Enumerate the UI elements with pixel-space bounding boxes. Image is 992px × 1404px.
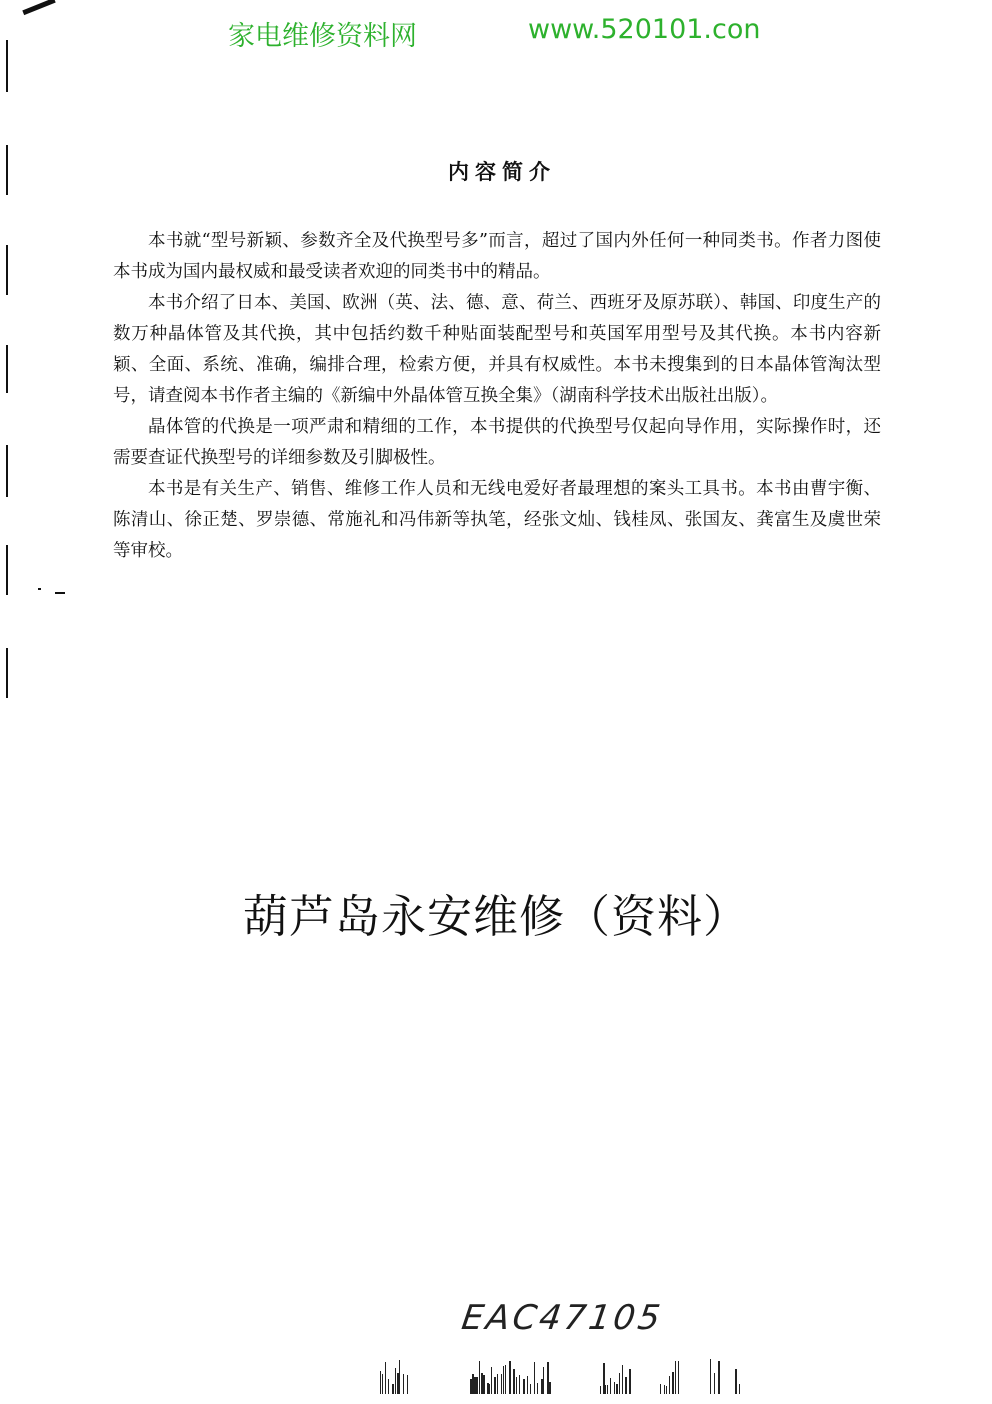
barcode-bar (395, 1368, 396, 1394)
barcode-bar (664, 1385, 665, 1394)
stamp-title: 葫芦岛永安维修（资料） (242, 890, 749, 943)
barcode-bar (739, 1384, 740, 1394)
barcode-bar (629, 1369, 631, 1394)
intro-paragraph-1: 本书就“型号新颖、参数齐全及代换型号多”而言，超过了国内外任何一种同类书。作者力图使本书成为国内最权威和最受读者欢迎的同类书中的精品。 (113, 231, 881, 282)
scan-artifact-dot (38, 588, 41, 590)
scan-artifact-left-edge-3 (6, 245, 8, 295)
barcode-bar (494, 1377, 496, 1394)
watermark-site-name: 家电维修资料网 (228, 21, 417, 52)
barcode-bar (489, 1384, 490, 1394)
section-title: 内容简介 (448, 159, 556, 184)
scan-artifact-left-edge-1 (6, 40, 8, 92)
barcode-bar (501, 1374, 502, 1394)
intro-paragraph-4: 本书是有关生产、销售、维修工作人员和无线电爱好者最理想的案头工具书。本书由曹宇衡、陈清山、徐正楚、罗崇德、常施礼和冯伟新等执笔，经张文灿、钱桂凤、张国友、龚富生及虞世荣等审校。 (113, 479, 881, 561)
barcode-bar (614, 1382, 615, 1394)
barcode-bar (503, 1366, 504, 1394)
barcode-bar (675, 1361, 676, 1394)
barcode-bar (534, 1362, 535, 1394)
barcode-bar (710, 1359, 711, 1394)
barcode-bar (625, 1377, 627, 1394)
barcode-bar (513, 1369, 515, 1394)
barcode-bar (666, 1386, 667, 1394)
barcode-bar (622, 1365, 623, 1394)
scan-artifact-top-left (22, 0, 55, 15)
barcode-bar (476, 1377, 478, 1394)
barcode-bar (519, 1375, 520, 1394)
barcode-bar (385, 1362, 386, 1394)
watermark-header (0, 14, 992, 54)
barcode-bar (619, 1373, 620, 1394)
intro-paragraph-2: 本书介绍了日本、美国、欧洲（英、法、德、意、荷兰、西班牙及原苏联）、韩国、印度生产的数万种晶体管及其代换，其中包括约数千种贴面装配型号和英国军用型号及其代换。本书内容新颖、全面、系统、准确，编排合理，检索方便，并具有权威性。本书未搜集到的日本晶体管淘汰型号，请查阅本书作者主编的《新编中外晶体管互换全集》（湖南科学技术出版社出版）。 (113, 293, 881, 406)
barcode-bar (672, 1372, 674, 1394)
barcode-bar (407, 1375, 408, 1394)
barcode-bar (527, 1376, 528, 1394)
barcode-bar (380, 1371, 381, 1394)
barcode-bar (605, 1385, 606, 1394)
barcode-bar (479, 1361, 480, 1394)
barcode-bar (660, 1384, 661, 1394)
barcode-bar (530, 1384, 531, 1394)
barcode-bar (543, 1367, 544, 1394)
watermark-url: www.520101.con (528, 14, 761, 45)
barcode-bar (678, 1361, 679, 1394)
barcode-bar (718, 1361, 720, 1394)
barcode-bar (600, 1386, 601, 1394)
barcode-bar (491, 1367, 492, 1394)
barcode-bar (523, 1379, 525, 1394)
barcode-bar (399, 1360, 400, 1394)
scan-artifact-dash (55, 592, 65, 594)
barcode-strip (350, 1358, 750, 1394)
barcode-bar (516, 1377, 517, 1394)
scan-artifact-left-edge-5 (6, 445, 8, 497)
barcode-bar (669, 1376, 670, 1394)
barcode-bar (509, 1361, 511, 1394)
barcode-bar (616, 1384, 618, 1394)
barcode-bar (382, 1374, 383, 1394)
barcode-bar (483, 1375, 485, 1394)
scan-artifact-left-edge-7 (6, 648, 8, 698)
barcode-bar (392, 1384, 394, 1394)
barcode-bar (549, 1382, 551, 1394)
barcode-bar (497, 1374, 498, 1394)
scan-artifact-left-edge-4 (6, 345, 8, 393)
barcode-bar (607, 1385, 608, 1394)
barcode-bar (610, 1378, 611, 1394)
intro-paragraph-3: 晶体管的代换是一项严肃和精细的工作，本书提供的代换型号仅起向导作用，实际操作时，还需要查证代换型号的详细参数及引脚极性。 (113, 417, 881, 468)
barcode-bar (714, 1373, 715, 1394)
intro-body (113, 226, 881, 567)
barcode-bar (403, 1374, 404, 1394)
handwritten-code: EAC47105 (459, 1298, 666, 1338)
barcode-bar (505, 1365, 506, 1394)
barcode-bar (388, 1379, 389, 1394)
scan-artifact-left-edge-6 (6, 545, 8, 595)
barcode-bar (735, 1369, 737, 1394)
barcode-bar (537, 1383, 538, 1394)
